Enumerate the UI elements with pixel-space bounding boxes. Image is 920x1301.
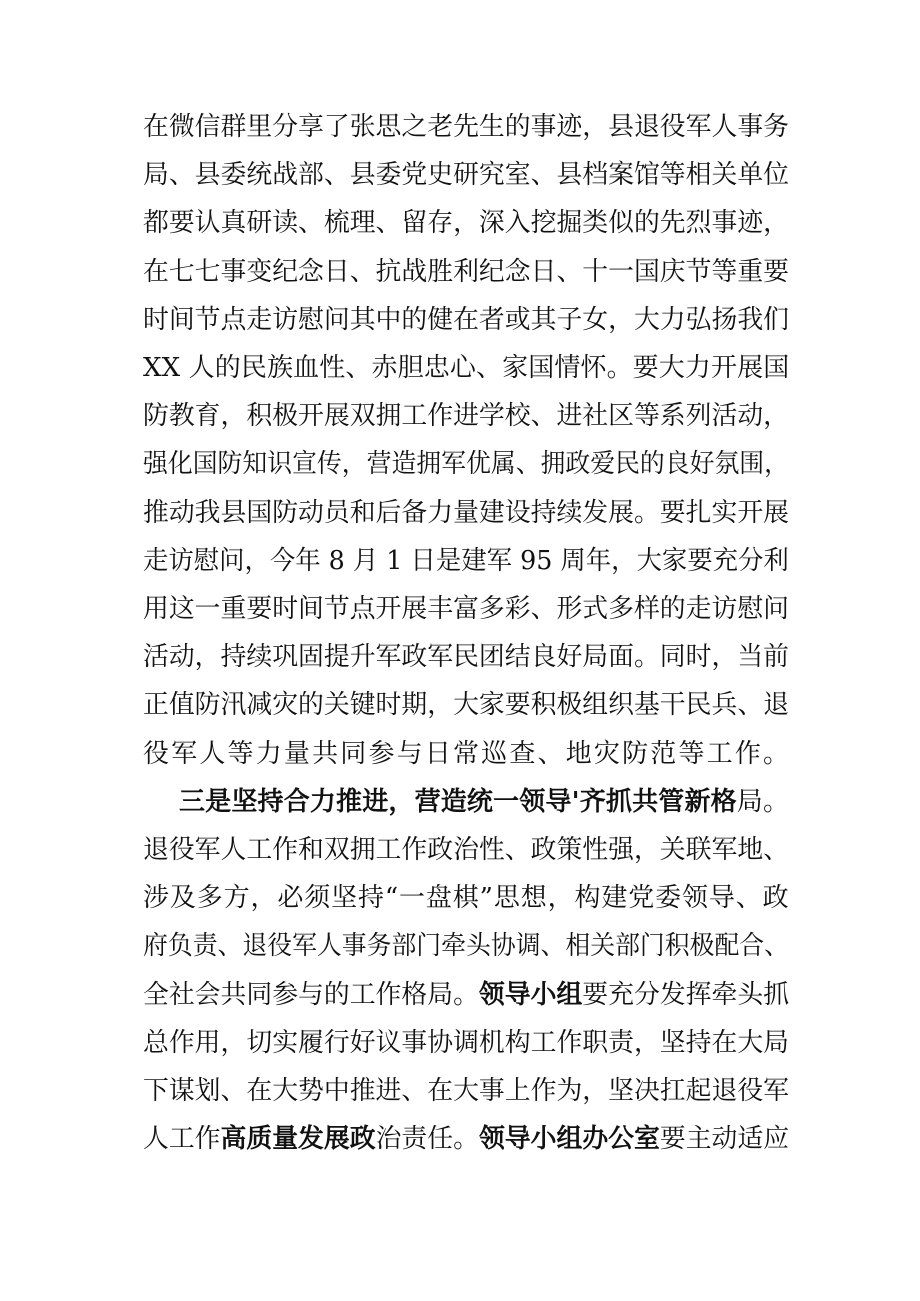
section-heading-line bbox=[179, 779, 789, 825]
text-segment: 活动，持续巩固提升军政军民团结良好局面。同时，当前 bbox=[143, 642, 790, 673]
text-line bbox=[143, 1020, 789, 1066]
text-segment: 退役军人工作和双拥工作政治性、政策性强，关联军地、 bbox=[143, 835, 790, 865]
text-line bbox=[143, 297, 789, 343]
text-segment: 时间节点走访慰问其中的健在者或其子女，大力弘扬我们 bbox=[143, 304, 790, 335]
text-line bbox=[143, 923, 789, 969]
text-segment: 在七七事变纪念日、抗战胜利纪念日、十一国庆节等重要 bbox=[143, 256, 790, 287]
bold-text-segment: 三是坚持合力推进，营造统一领导'齐抓共管新格 bbox=[179, 786, 737, 817]
text-line bbox=[143, 586, 789, 632]
text-segment: 人工作 bbox=[143, 1124, 221, 1155]
bold-text-segment: 高质量发展政 bbox=[220, 1124, 376, 1155]
bold-text-segment: 领导小组办公室 bbox=[478, 1124, 660, 1155]
text-line bbox=[143, 1068, 789, 1114]
text-line bbox=[143, 731, 791, 777]
text-line bbox=[143, 875, 789, 921]
text-segment: 总作用，切实履行好议事协调机构工作职责，坚持在大局 bbox=[143, 1027, 790, 1058]
text-line bbox=[143, 972, 789, 1018]
text-segment: 治责任。 bbox=[375, 1124, 479, 1155]
text-line bbox=[143, 538, 789, 584]
text-line bbox=[143, 200, 789, 246]
text-segment: 涉及多方，必须坚持“一盘棋”思想，构建党委领导、政 bbox=[143, 883, 790, 914]
text-line bbox=[143, 152, 789, 198]
text-line bbox=[143, 249, 789, 295]
text-segment: XX 人的民族血性、赤胆忠心、家国情怀。要大力开展国 bbox=[143, 353, 790, 383]
text-line bbox=[143, 393, 789, 439]
text-segment: 全社会共同参与的工作格局。 bbox=[143, 979, 479, 1010]
text-segment: 强化国防知识宣传，营造拥军优属、拥政爱民的良好氛围， bbox=[143, 449, 790, 480]
text-segment: 下谋划、在大势中推进、在大事上作为，坚决扛起退役军 bbox=[143, 1076, 790, 1106]
text-segment: 局。 bbox=[736, 786, 790, 817]
text-line bbox=[143, 104, 789, 150]
text-line bbox=[143, 441, 789, 487]
text-segment: 在微信群里分享了张思之老先生的事迹，县退役军人事务 bbox=[143, 112, 790, 142]
text-segment: 要主动适应 bbox=[659, 1124, 790, 1155]
text-line bbox=[143, 1116, 789, 1162]
text-segment: 用这一重要时间节点开展丰富多彩、形式多样的走访慰问 bbox=[143, 594, 790, 624]
text-line bbox=[143, 345, 789, 391]
text-segment: 推动我县国防动员和后备力量建设持续发展。要扎实开展 bbox=[143, 497, 790, 528]
text-line bbox=[143, 827, 789, 873]
text-segment: 都要认真研读、梳理、留存，深入挖掘类似的先烈事迹， bbox=[143, 208, 790, 239]
text-line bbox=[143, 490, 789, 536]
text-segment: 走访慰问，今年 8 月 1 日是建军 95 周年，大家要充分利 bbox=[143, 545, 789, 576]
bold-text-segment: 领导小组 bbox=[478, 979, 583, 1010]
text-segment: 役军人等力量共同参与日常巡查、地灾防范等工作。 bbox=[143, 738, 792, 769]
text-line bbox=[143, 634, 789, 680]
text-segment: 正值防汛减灾的关键时期，大家要积极组织基干民兵、退 bbox=[143, 690, 790, 721]
text-segment: 局、县委统战部、县委党史研究室、县档案馆等相关单位 bbox=[143, 160, 790, 191]
text-line bbox=[143, 682, 789, 728]
text-segment: 府负责、退役军人事务部门牵头协调、相关部门积极配合、 bbox=[143, 931, 790, 962]
text-segment: 要充分发挥牵头抓 bbox=[582, 979, 790, 1010]
text-segment: 防教育，积极开展双拥工作进学校、进社区等系列活动， bbox=[143, 401, 790, 432]
